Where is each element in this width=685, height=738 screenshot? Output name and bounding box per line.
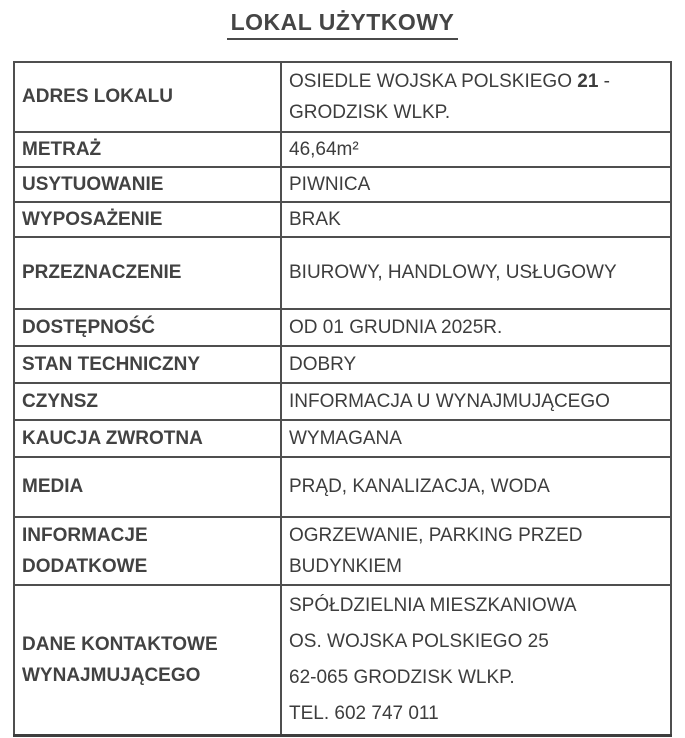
row-label-dostepnosc — [14, 309, 281, 346]
label-line: USYTUOWANIE — [22, 173, 164, 195]
value-segment: DOBRY — [289, 353, 357, 375]
row-value-adres-lokalu — [281, 62, 671, 132]
value-line — [289, 352, 664, 378]
title-container — [0, 0, 685, 40]
value-segment: OSIEDLE WOJSKA POLSKIEGO — [289, 71, 578, 92]
row-value-przeznaczenie — [281, 237, 671, 309]
row-value-informacje-dodatkowe — [281, 517, 671, 585]
row-value-usytuowanie — [281, 167, 671, 202]
table-row-dostepnosc — [14, 309, 671, 346]
label-line: INFORMACJE — [22, 525, 148, 546]
row-label-usytuowanie — [14, 167, 281, 202]
value-segment: 21 — [577, 71, 599, 92]
value-line — [289, 624, 664, 660]
value-segment: 46,64m² — [289, 138, 359, 160]
table-row-przeznaczenie — [14, 237, 671, 309]
table-row-wyposazenie — [14, 202, 671, 237]
label-line: PRZEZNACZENIE — [22, 262, 182, 284]
row-value-metraz — [281, 132, 671, 167]
value-segment: 62-065 GRODZISK WLKP. — [289, 667, 515, 688]
row-label-przeznaczenie — [14, 237, 281, 309]
row-value-wyposazenie — [281, 202, 671, 237]
value-line — [289, 426, 664, 452]
table-row-dane-kontaktowe — [14, 585, 671, 736]
table-row-informacje-dodatkowe — [14, 517, 671, 585]
row-label-kaucja-zwrotna — [14, 420, 281, 457]
value-line — [289, 660, 664, 696]
row-label-stan-techniczny — [14, 346, 281, 383]
value-line — [289, 520, 664, 551]
value-segment: OS. WOJSKA POLSKIEGO 25 — [289, 631, 549, 652]
label-line: CZYNSZ — [22, 390, 98, 412]
label-line: METRAŻ — [22, 138, 102, 160]
value-line — [289, 260, 664, 286]
label-line: KAUCJA ZWROTNA — [22, 427, 203, 449]
value-line — [289, 207, 664, 233]
value-line — [289, 66, 664, 97]
table-row-adres-lokalu — [14, 62, 671, 132]
value-segment: TEL. 602 747 011 — [289, 703, 439, 724]
row-label-czynsz — [14, 383, 281, 420]
table-row-usytuowanie — [14, 167, 671, 202]
page-title: LOKAL UŻYTKOWY — [227, 9, 459, 40]
property-details-table — [13, 61, 672, 737]
label-line: ADRES LOKALU — [22, 86, 173, 108]
value-segment: BRAK — [289, 208, 341, 230]
value-line — [289, 389, 664, 415]
value-segment: OGRZEWANIE, PARKING PRZED — [289, 525, 583, 546]
value-line — [289, 315, 664, 341]
value-segment: - — [598, 71, 611, 92]
value-line — [289, 588, 664, 624]
value-segment: PIWNICA — [289, 173, 371, 195]
row-label-wyposazenie — [14, 202, 281, 237]
value-segment: OD 01 GRUDNIA 2025R. — [289, 316, 503, 338]
value-line — [289, 474, 664, 500]
label-line: DOSTĘPNOŚĆ — [22, 316, 156, 338]
label-line: WYNAJMUJĄCEGO — [22, 665, 201, 686]
value-segment: GRODZISK WLKP. — [289, 102, 451, 123]
label-line: WYPOSAŻENIE — [22, 208, 163, 230]
value-segment: BIUROWY, HANDLOWY, USŁUGOWY — [289, 262, 617, 284]
table-row-kaucja-zwrotna — [14, 420, 671, 457]
row-label-media — [14, 457, 281, 517]
value-line — [289, 172, 664, 198]
row-label-adres-lokalu — [14, 62, 281, 132]
label-line: DANE KONTAKTOWE — [22, 634, 218, 655]
value-line — [289, 696, 664, 732]
value-segment: WYMAGANA — [289, 427, 402, 449]
value-segment: SPÓŁDZIELNIA MIESZKANIOWA — [289, 595, 577, 616]
row-value-stan-techniczny — [281, 346, 671, 383]
row-label-metraz — [14, 132, 281, 167]
label-line: STAN TECHNICZNY — [22, 353, 201, 375]
row-label-dane-kontaktowe — [14, 585, 281, 736]
row-value-kaucja-zwrotna — [281, 420, 671, 457]
value-segment: PRĄD, KANALIZACJA, WODA — [289, 476, 550, 498]
row-label-informacje-dodatkowe — [14, 517, 281, 585]
value-line — [289, 97, 664, 128]
table-row-metraz — [14, 132, 671, 167]
table-row-stan-techniczny — [14, 346, 671, 383]
table-row-czynsz — [14, 383, 671, 420]
row-value-dostepnosc — [281, 309, 671, 346]
value-line — [289, 551, 664, 582]
table-row-media — [14, 457, 671, 517]
table-body — [14, 62, 671, 736]
label-line: DODATKOWE — [22, 556, 148, 577]
row-value-czynsz — [281, 383, 671, 420]
value-line — [289, 137, 664, 163]
row-value-dane-kontaktowe — [281, 585, 671, 736]
value-segment: INFORMACJA U WYNAJMUJĄCEGO — [289, 390, 610, 412]
value-segment: BUDYNKIEM — [289, 556, 402, 577]
row-value-media — [281, 457, 671, 517]
label-line: MEDIA — [22, 476, 84, 498]
